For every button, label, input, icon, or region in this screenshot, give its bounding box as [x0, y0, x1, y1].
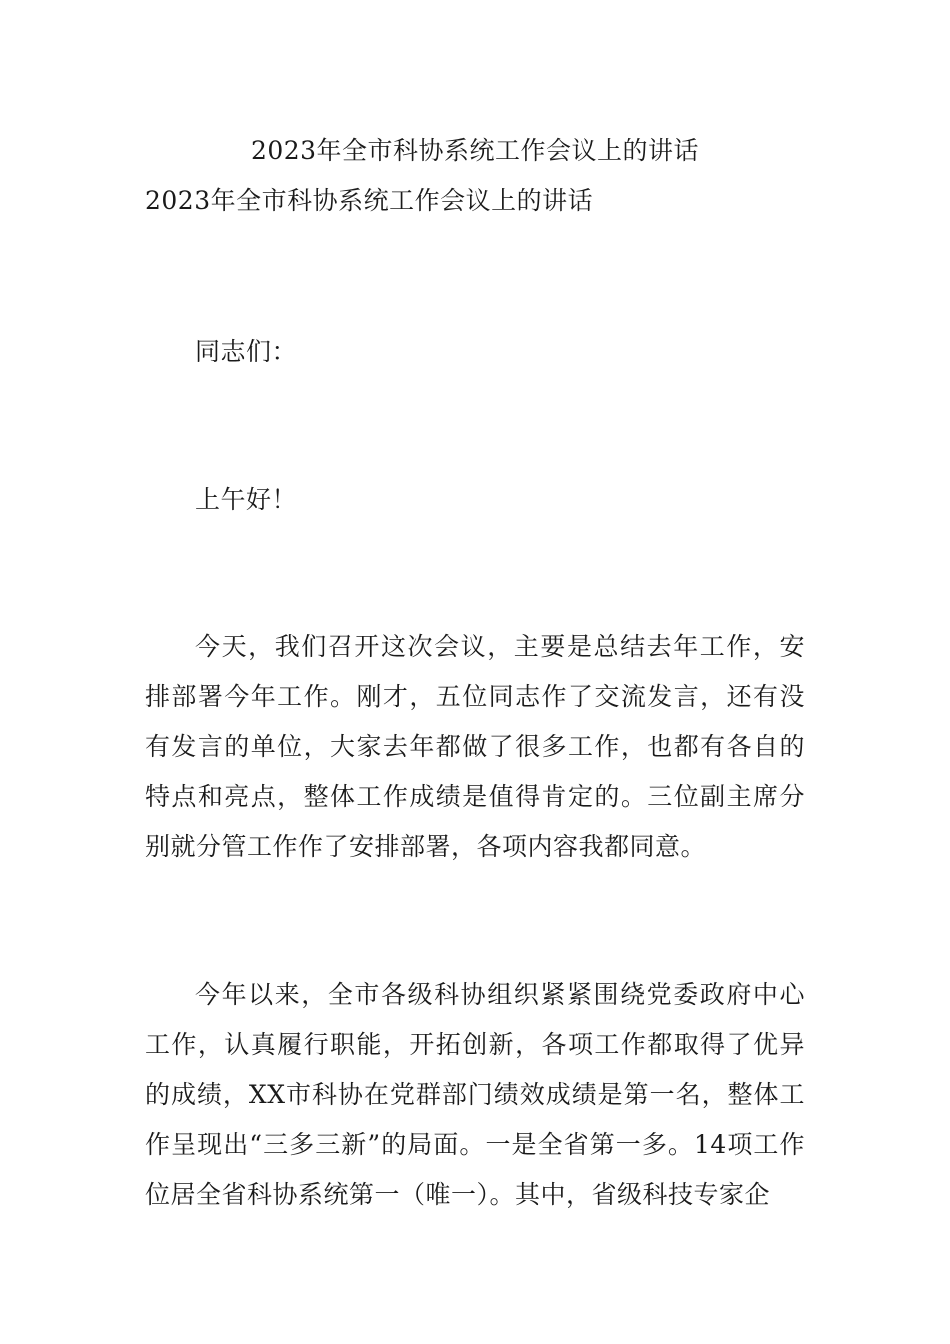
document-title: 2023年全市科协系统工作会议上的讲话 — [250, 136, 700, 165]
body-paragraph: 今年以来，全市各级科协组织紧紧围绕党委政府中心工作，认真履行职能，开拓创新，各项工作都取得了优异的成绩，XX市科协在党群部门绩效成绩是第一名，整体工作呈现出“三多三新”的局面。一是全省第一多。14项工作位居全省科协系统第一（唯一）。其中，省级科技专家企 — [145, 980, 805, 1209]
salutation-paragraph: 同志们： — [195, 337, 298, 366]
greeting-paragraph: 上午好！ — [195, 485, 298, 514]
body-paragraph: 今天，我们召开这次会议，主要是总结去年工作，安排部署今年工作。刚才，五位同志作了交流发言，还有没有发言的单位，大家去年都做了很多工作，也都有各自的特点和亮点，整体工作成绩是值得肯定的。三位副主席分别就分管工作作了安排部署，各项内容我都同意。 — [145, 632, 805, 861]
document-subtitle: 2023年全市科协系统工作会议上的讲话 — [145, 186, 594, 215]
